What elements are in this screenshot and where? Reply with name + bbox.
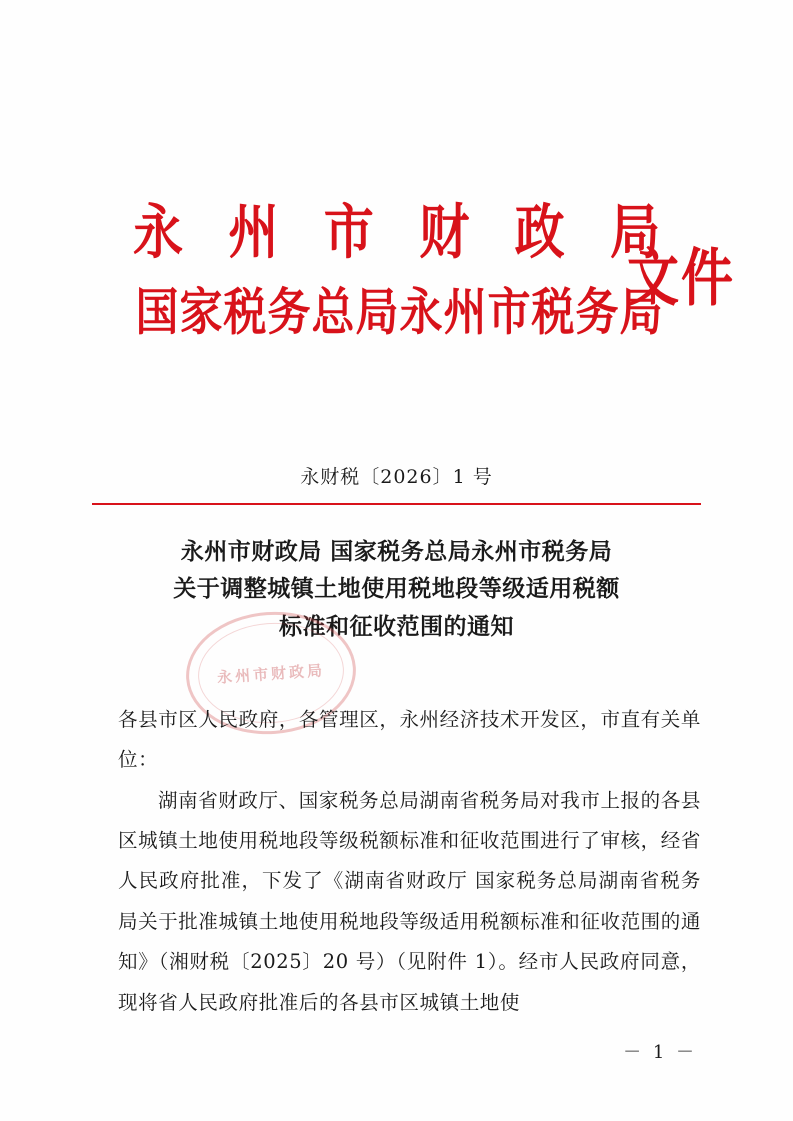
document-number: 永财税〔2026〕1 号: [300, 466, 493, 488]
masthead: [0, 196, 793, 342]
title-line-1: 永州市财政局 国家税务总局永州市税务局: [180, 538, 613, 565]
body-paragraph: 湖南省财政厅、国家税务总局湖南省税务局对我市上报的各县区城镇土地使用税地段等级税额标准和征收范围进行了审核，经省人民政府批准，下发了《湖南省财政厅 国家税务总局湖南省税务局关于批准城镇土地使用税地段等级适用税额标准和征收范围的通知》（湘财税〔2025〕20 号）（见附件 1）。经市人民政府同意，现将省人民政府批准后的各县市区城镇土地使: [118, 788, 701, 1014]
masthead-line-1: 永 州 市 财 政 局: [132, 197, 675, 267]
title-line-3: 标准和征收范围的通知: [279, 612, 514, 640]
masthead-line-2: 国家税务总局永州市税务局: [135, 282, 664, 342]
salutation: 各县市区人民政府，各管理区，永州经济技术开发区，市直有关单位：: [118, 708, 701, 772]
page-title: [100, 533, 693, 645]
document-body: [118, 700, 701, 1023]
masthead-suffix: 文件: [626, 242, 735, 316]
page-number: － 1 －: [623, 1042, 697, 1063]
red-divider-rule: [92, 503, 701, 505]
seal-label: 永州市财政局: [216, 660, 326, 687]
title-line-2: 关于调整城镇土地使用税地段等级适用税额: [173, 575, 620, 603]
